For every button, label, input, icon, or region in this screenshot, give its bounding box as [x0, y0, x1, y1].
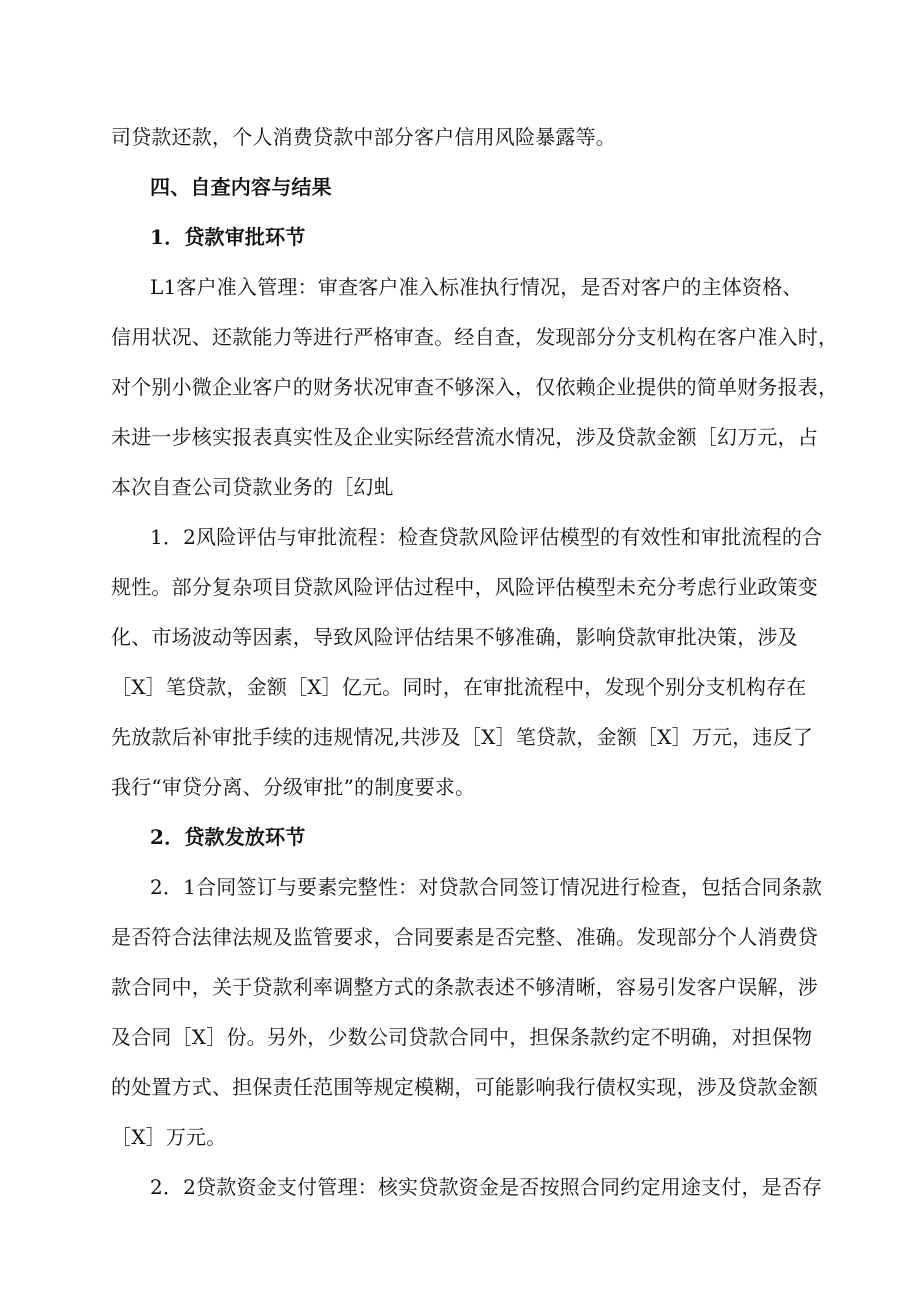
paragraph-line: 对个别小微企业客户的财务状况审查不够深入，仅依赖企业提供的简单财务报表， [111, 375, 839, 399]
paragraph-line: 先放款后补审批手续的违规情况,共涉及［X］笔贷款，金额［X］万元，违反了 [111, 725, 814, 749]
section-four-title: 四、自查内容与结果 [150, 175, 332, 199]
paragraph-line: 的处置方式、担保责任范围等规定模糊，可能影响我行债权实现，涉及贷款金额 [111, 1075, 818, 1099]
paragraph-line: 是否符合法律法规及监管要求，合同要素是否完整、准确。发现部分个人消费贷 [111, 925, 818, 949]
paragraph-line: 及合同［X］份。另外，少数公司贷款合同中，担保条款约定不明确，对担保物 [111, 1025, 813, 1049]
paragraph-1-1 [111, 262, 839, 512]
paragraph-line: ［X］万元。 [111, 1125, 227, 1149]
paragraph-line: L1客户准入管理：审查客户准入标准执行情况，是否对客户的主体资格、 [150, 275, 803, 299]
paragraph-line: 信用状况、还款能力等进行严格审查。经自查，发现部分分支机构在客户准入时， [111, 325, 839, 349]
subsection-2-title: 2．贷款发放环节 [150, 825, 306, 849]
subsection-1-title: 1．贷款审批环节 [150, 225, 306, 249]
paragraph-line: 本次自查公司贷款业务的［幻虬 [111, 475, 394, 499]
paragraph-line: 规性。部分复杂项目贷款风险评估过程中，风险评估模型未充分考虑行业政策变 [111, 575, 818, 599]
paragraph-line: 2．2贷款资金支付管理：核实贷款资金是否按照合同约定用途支付，是否存 [150, 1175, 823, 1199]
document-page [111, 112, 839, 1212]
paragraph-line: ［X］笔贷款，金额［X］亿元。同时，在审批流程中，发现个别分支机构存在 [111, 675, 807, 699]
paragraph-line: 1．2风险评估与审批流程：检查贷款风险评估模型的有效性和审批流程的合 [150, 525, 823, 549]
paragraph-line: 款合同中，关于贷款利率调整方式的条款表述不够清晰，容易引发客户误解，涉 [111, 975, 818, 999]
intro-line: 司贷款还款，个人消费贷款中部分客户信用风险暴露等。 [111, 125, 616, 149]
paragraph-2-1 [111, 862, 823, 1162]
paragraph-2-2 [111, 1162, 823, 1212]
paragraph-line: 化、市场波动等因素，导致风险评估结果不够准确，影响贷款审批决策，涉及 [111, 625, 798, 649]
paragraph-line: 未进一步核实报表真实性及企业实际经营流水情况，涉及贷款金额［幻万元，占 [111, 425, 818, 449]
paragraph-1-2 [111, 512, 823, 812]
paragraph-line: 我行“审贷分离、分级审批”的制度要求。 [111, 775, 476, 799]
paragraph-line: 2．1合同签订与要素完整性：对贷款合同签订情况进行检查，包括合同条款 [150, 875, 823, 899]
